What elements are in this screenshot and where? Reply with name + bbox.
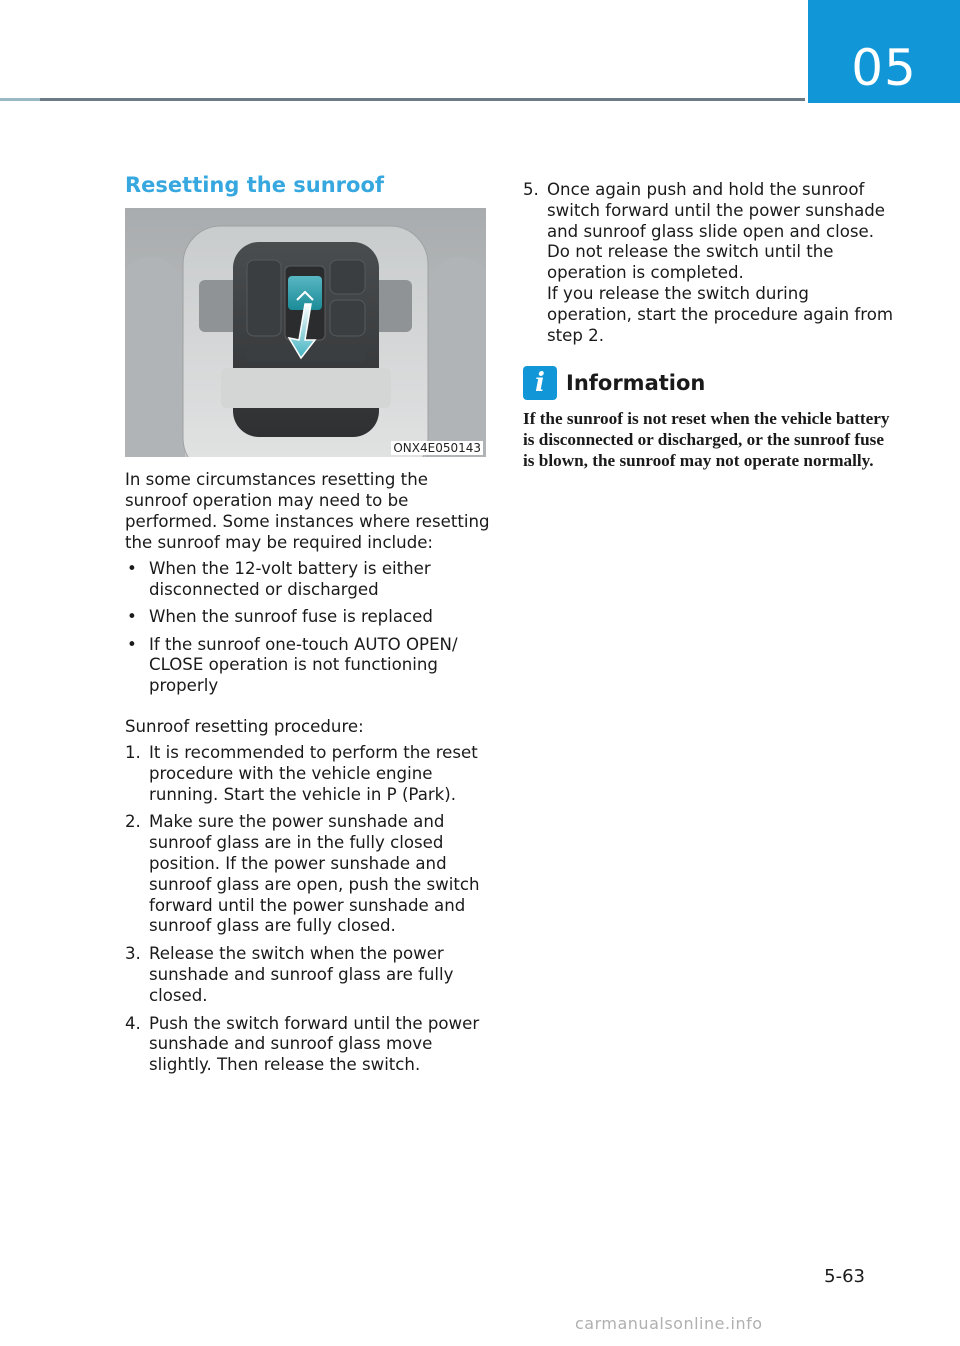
step-text: It is recommended to perform the reset procedure with the vehicle engine running. Start the vehicle in P (Park). — [149, 743, 478, 804]
header-rule — [0, 98, 805, 101]
bullet-marker: • — [127, 559, 137, 578]
watermark: carmanualsonline.info — [575, 1314, 763, 1333]
step-number: 3. — [125, 944, 141, 964]
step-item — [125, 743, 490, 805]
procedure-steps-continued — [523, 180, 893, 346]
step-number: 2. — [125, 812, 141, 832]
information-body: If the sunroof is not reset when the vehicle battery is disconnected or discharged, or the sunroof fuse is blown, the sunroof may not operate normally. — [523, 409, 890, 471]
step-text: Push the switch forward until the power sunshade and sunroof glass move slightly. Then release the switch. — [149, 1013, 480, 1075]
step-item — [125, 1014, 490, 1076]
figure-code: ONX4E050143 — [393, 441, 481, 455]
list-item — [125, 607, 490, 628]
right-column — [523, 174, 893, 471]
list-item — [125, 559, 490, 600]
information-header — [523, 366, 893, 400]
step-text: Once again push and hold the sunroof switch forward until the power sunshade and sunroof glass slide open and close. Do not release the switch until the operation is completed. — [547, 180, 886, 283]
step-text: Make sure the power sunshade and sunroof glass are in the fully closed position. If the power sunshade and sunroof glass are open, push the switch forward until the power sunshade and sunroof glass are fully closed. — [149, 812, 480, 936]
info-icon-glyph: i — [535, 368, 545, 399]
step-item — [125, 944, 490, 1006]
info-icon — [523, 366, 557, 400]
chapter-number: 05 — [851, 39, 917, 97]
step-number: 1. — [125, 743, 141, 762]
reset-conditions-list — [125, 559, 490, 696]
step-number: 5. — [523, 180, 539, 199]
section-title: Resetting the sunroof — [125, 173, 385, 197]
page-number: 5-63 — [824, 1266, 865, 1287]
list-item-text: When the sunroof fuse is replaced — [149, 607, 433, 626]
overhead-console-illustration — [125, 208, 486, 457]
header-rule-accent — [0, 98, 40, 101]
list-item-text: If the sunroof one-touch AUTO OPEN/ CLOSE operation is not functioning properly — [149, 634, 458, 695]
list-item — [125, 635, 490, 697]
sunroof-switch-figure — [125, 208, 486, 457]
step-text: Release the switch when the power sunshade and sunroof glass are fully closed. — [149, 944, 454, 1005]
step-note: If you release the switch during operation, start the procedure again from step 2. — [547, 283, 894, 345]
list-item-text: When the 12-volt battery is either disconnected or discharged — [149, 559, 431, 599]
step-number: 4. — [125, 1013, 141, 1033]
step-item — [125, 812, 490, 937]
chapter-tab — [808, 0, 960, 103]
intro-paragraph: In some circumstances resetting the sunroof operation may need to be performed. Some instances where resetting the sunroof may be required include: — [125, 470, 490, 552]
left-column — [125, 170, 490, 1083]
bullet-marker: • — [127, 634, 137, 654]
information-title: Information — [566, 371, 706, 396]
procedure-steps — [125, 743, 490, 1076]
step-item — [523, 180, 893, 346]
procedure-label: Sunroof resetting procedure: — [125, 717, 364, 736]
bullet-marker: • — [127, 607, 137, 626]
